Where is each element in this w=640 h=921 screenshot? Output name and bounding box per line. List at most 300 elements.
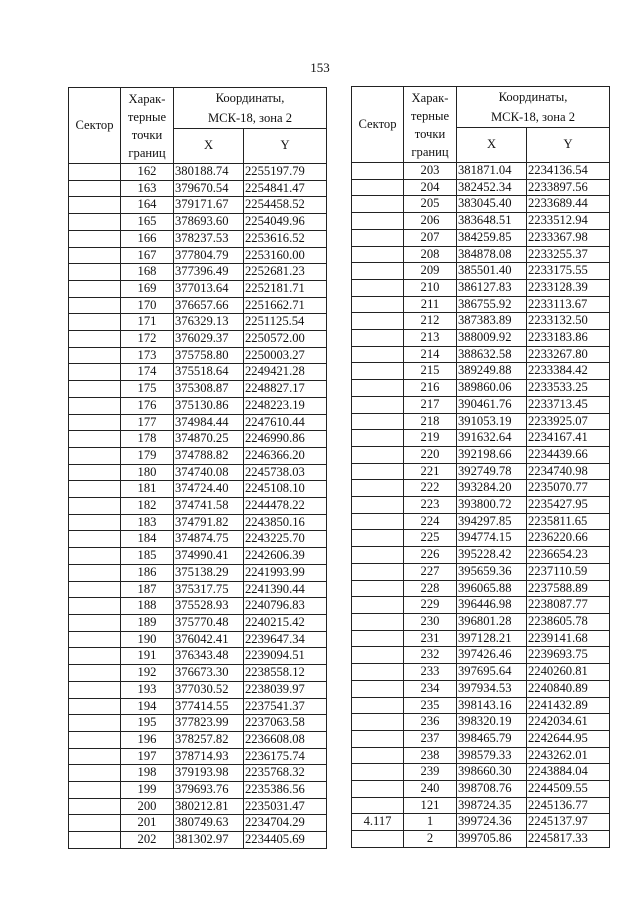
y-cell: 2234704.29 [244,815,327,832]
table-row [352,814,610,831]
y-cell: 2242606.39 [244,548,327,565]
sector-cell [352,346,404,363]
sector-cell [69,748,121,765]
x-cell: 387383.89 [457,313,527,330]
x-cell: 375518.64 [174,364,244,381]
x-cell: 376029.37 [174,331,244,348]
x-cell: 397934.53 [457,680,527,697]
table-row [352,730,610,747]
sector-cell [69,447,121,464]
point-cell: 186 [121,564,174,581]
table-row [69,514,327,531]
y-cell: 2253616.52 [244,230,327,247]
sector-cell [352,380,404,397]
y-cell: 2252681.23 [244,264,327,281]
point-cell: 163 [121,180,174,197]
point-cell: 215 [404,363,457,380]
point-cell: 172 [121,331,174,348]
table-row [69,280,327,297]
sector-cell [69,498,121,515]
x-cell: 398660.30 [457,764,527,781]
table-row [352,563,610,580]
table-row [69,631,327,648]
table-row [69,481,327,498]
table-row [69,715,327,732]
y-cell: 2233255.37 [527,246,610,263]
point-cell: 239 [404,764,457,781]
sector-cell [69,548,121,565]
x-cell: 374788.82 [174,447,244,464]
y-cell: 2233183.86 [527,330,610,347]
characteristic-points-header [121,88,174,164]
table-row [69,498,327,515]
sector-cell [352,430,404,447]
x-cell: 374990.41 [174,548,244,565]
header-line: границ [128,146,166,160]
table-row [69,164,327,181]
x-cell: 377396.49 [174,264,244,281]
x-cell: 374740.08 [174,464,244,481]
y-cell: 2236220.66 [527,530,610,547]
x-cell: 377823.99 [174,715,244,732]
x-cell: 379171.67 [174,197,244,214]
x-cell: 376673.30 [174,665,244,682]
sector-cell [69,247,121,264]
y-cell: 2235386.56 [244,782,327,799]
point-cell: 193 [121,681,174,698]
sector-cell [352,831,404,848]
x-cell: 379693.76 [174,782,244,799]
y-cell: 2234136.54 [527,163,610,180]
table-row [352,213,610,230]
point-cell: 164 [121,197,174,214]
y-cell: 2233689.44 [527,196,610,213]
header-line: терные [410,109,450,123]
sector-cell [69,514,121,531]
point-cell: 214 [404,346,457,363]
y-cell: 2234740.98 [527,463,610,480]
header-line: МСК-18, зона 2 [490,110,576,124]
sector-cell [69,765,121,782]
table-row [69,564,327,581]
x-cell: 392198.66 [457,446,527,463]
point-cell: 194 [121,698,174,715]
table-row [352,279,610,296]
table-row [69,431,327,448]
x-cell: 384878.08 [457,246,527,263]
sector-cell [352,680,404,697]
table-row [352,196,610,213]
y-cell: 2233384.42 [527,363,610,380]
x-cell: 383648.51 [457,213,527,230]
x-cell: 389860.06 [457,380,527,397]
table-row [352,613,610,630]
x-cell: 374791.82 [174,514,244,531]
y-cell: 2233267.80 [527,346,610,363]
x-cell: 374984.44 [174,414,244,431]
sector-cell [352,413,404,430]
x-cell: 376329.13 [174,314,244,331]
x-cell: 398143.16 [457,697,527,714]
point-cell: 205 [404,196,457,213]
sector-cell [69,180,121,197]
x-cell: 397128.21 [457,630,527,647]
point-cell: 200 [121,798,174,815]
point-cell: 168 [121,264,174,281]
y-cell: 2238605.78 [527,613,610,630]
point-cell: 189 [121,614,174,631]
point-cell: 121 [404,797,457,814]
sector-cell [69,347,121,364]
table-row [352,697,610,714]
y-cell: 2233713.45 [527,396,610,413]
table-row [352,446,610,463]
point-cell: 175 [121,381,174,398]
table-row [352,179,610,196]
sector-cell [69,414,121,431]
point-cell: 199 [121,782,174,799]
y-cell: 2235427.95 [527,497,610,514]
sector-cell [352,530,404,547]
y-cell: 2251662.71 [244,297,327,314]
x-cell: 375130.86 [174,397,244,414]
x-cell: 377414.55 [174,698,244,715]
table-row [69,614,327,631]
y-cell: 2233175.55 [527,263,610,280]
table-row [352,313,610,330]
x-cell: 378257.82 [174,731,244,748]
y-cell: 2240260.81 [527,664,610,681]
x-cell: 383045.40 [457,196,527,213]
y-cell: 2247610.44 [244,414,327,431]
point-cell: 225 [404,530,457,547]
sector-cell [352,313,404,330]
y-cell: 2234405.69 [244,832,327,849]
y-cell: 2233533.25 [527,380,610,397]
header-line: точки [414,127,446,141]
point-cell: 165 [121,214,174,231]
table-row [352,530,610,547]
table-row [69,381,327,398]
y-cell: 2243884.04 [527,764,610,781]
point-cell: 238 [404,747,457,764]
x-cell: 398579.33 [457,747,527,764]
sector-cell [69,681,121,698]
sector-cell [352,179,404,196]
sector-cell [69,280,121,297]
table-row [69,698,327,715]
point-cell: 177 [121,414,174,431]
y-cell: 2237110.59 [527,563,610,580]
point-cell: 226 [404,547,457,564]
x-cell: 381871.04 [457,163,527,180]
x-cell: 392749.78 [457,463,527,480]
point-cell: 166 [121,230,174,247]
sector-cell [352,396,404,413]
y-cell: 2252181.71 [244,280,327,297]
table-row [352,513,610,530]
x-cell: 378237.53 [174,230,244,247]
table-header [352,87,610,163]
sector-cell [352,714,404,731]
point-cell: 196 [121,731,174,748]
x-cell: 380188.74 [174,164,244,181]
point-cell: 222 [404,480,457,497]
coordinates-header [457,87,610,128]
sector-cell [352,246,404,263]
point-cell: 231 [404,630,457,647]
y-cell: 2233897.56 [527,179,610,196]
table-row [352,831,610,848]
point-cell: 212 [404,313,457,330]
point-cell: 1 [404,814,457,831]
table-row [69,297,327,314]
x-cell: 398320.19 [457,714,527,731]
y-cell: 2235811.65 [527,513,610,530]
point-cell: 208 [404,246,457,263]
table-row [352,296,610,313]
sector-cell [352,563,404,580]
sector-cell [69,197,121,214]
sector-cell [352,279,404,296]
y-cell: 2245738.03 [244,464,327,481]
sector-header: Сектор [352,87,404,163]
sector-header: Сектор [69,88,121,164]
x-cell: 399705.86 [457,831,527,848]
y-cell: 2239094.51 [244,648,327,665]
sector-cell [352,647,404,664]
y-cell: 2233132.50 [527,313,610,330]
point-cell: 227 [404,563,457,580]
page-number: 153 [310,60,330,75]
x-cell: 398708.76 [457,781,527,798]
table-row [352,747,610,764]
y-cell: 2233367.98 [527,229,610,246]
point-cell: 240 [404,781,457,798]
y-cell: 2246366.20 [244,447,327,464]
x-header: X [174,129,244,164]
table-row [352,597,610,614]
point-cell: 176 [121,397,174,414]
point-cell: 203 [404,163,457,180]
table-row [352,163,610,180]
sector-cell [69,782,121,799]
sector-cell [69,164,121,181]
y-cell: 2250003.27 [244,347,327,364]
point-cell: 180 [121,464,174,481]
sector-cell [69,264,121,281]
table-row [69,748,327,765]
sector-cell [69,230,121,247]
point-cell: 216 [404,380,457,397]
table-row [352,330,610,347]
header-line: терные [127,110,167,124]
sector-cell [69,648,121,665]
sector-cell [69,314,121,331]
point-cell: 210 [404,279,457,296]
x-header: X [457,128,527,163]
point-cell: 197 [121,748,174,765]
y-cell: 2255197.79 [244,164,327,181]
y-cell: 2233512.94 [527,213,610,230]
sector-cell [69,297,121,314]
table-row [69,414,327,431]
sector-cell [69,715,121,732]
table-row [352,263,610,280]
table-row [352,430,610,447]
point-cell: 211 [404,296,457,313]
coordinates-table-left [68,87,327,849]
table-row [352,714,610,731]
x-cell: 393284.20 [457,480,527,497]
table-row [69,782,327,799]
sector-cell [69,731,121,748]
y-cell: 2251125.54 [244,314,327,331]
x-cell: 377804.79 [174,247,244,264]
y-cell: 2243225.70 [244,531,327,548]
point-cell: 213 [404,330,457,347]
table-row [69,832,327,849]
x-cell: 380212.81 [174,798,244,815]
point-cell: 188 [121,598,174,615]
y-cell: 2242034.61 [527,714,610,731]
x-cell: 393800.72 [457,497,527,514]
table-row [69,581,327,598]
point-cell: 162 [121,164,174,181]
x-cell: 395659.36 [457,563,527,580]
table-row [69,815,327,832]
table-row [352,363,610,380]
sector-cell [352,330,404,347]
x-cell: 378693.60 [174,214,244,231]
x-cell: 375758.80 [174,347,244,364]
y-cell: 2248223.19 [244,397,327,414]
y-cell: 2242644.95 [527,730,610,747]
characteristic-points-header [404,87,457,163]
x-cell: 389249.88 [457,363,527,380]
x-cell: 396801.28 [457,613,527,630]
table-row [69,681,327,698]
point-cell: 184 [121,531,174,548]
y-cell: 2250572.00 [244,331,327,348]
x-cell: 380749.63 [174,815,244,832]
x-cell: 375317.75 [174,581,244,598]
table-row [69,314,327,331]
point-cell: 195 [121,715,174,732]
table-row [352,680,610,697]
sector-cell [69,214,121,231]
point-cell: 169 [121,280,174,297]
table-row [69,665,327,682]
point-cell: 2 [404,831,457,848]
table-row [352,480,610,497]
x-cell: 374741.58 [174,498,244,515]
header-line: Харак- [411,91,449,105]
table-row [69,598,327,615]
point-cell: 228 [404,580,457,597]
point-cell: 218 [404,413,457,430]
table-body [352,163,610,848]
sector-cell [352,613,404,630]
point-cell: 236 [404,714,457,731]
y-cell: 2254841.47 [244,180,327,197]
y-cell: 2244478.22 [244,498,327,515]
x-cell: 382452.34 [457,179,527,196]
point-cell: 174 [121,364,174,381]
header-line: Координаты, [498,90,568,104]
sector-cell [352,747,404,764]
sector-cell [352,446,404,463]
sector-cell [352,547,404,564]
point-cell: 173 [121,347,174,364]
y-cell: 2245108.10 [244,481,327,498]
sector-cell [352,697,404,714]
y-cell: 2240796.83 [244,598,327,615]
sector-cell [352,296,404,313]
x-cell: 391053.19 [457,413,527,430]
point-cell: 198 [121,765,174,782]
sector-cell [352,664,404,681]
table-row [352,647,610,664]
sector-cell [352,781,404,798]
y-cell: 2245817.33 [527,831,610,848]
x-cell: 388009.92 [457,330,527,347]
y-cell: 2243262.01 [527,747,610,764]
x-cell: 375308.87 [174,381,244,398]
table-row [69,531,327,548]
table-row [69,214,327,231]
table-row [352,346,610,363]
header-line: Координаты, [215,91,285,105]
table-row [352,396,610,413]
sector-cell [352,363,404,380]
y-cell: 2240840.89 [527,680,610,697]
point-cell: 201 [121,815,174,832]
header-line: МСК-18, зона 2 [207,111,293,125]
point-cell: 233 [404,664,457,681]
point-cell: 232 [404,647,457,664]
table-row [69,180,327,197]
sector-cell [69,397,121,414]
sector-cell [69,531,121,548]
point-cell: 207 [404,229,457,246]
table-row [352,380,610,397]
y-cell: 2237063.58 [244,715,327,732]
sector-cell [352,213,404,230]
y-cell: 2236175.74 [244,748,327,765]
point-cell: 220 [404,446,457,463]
sector-cell [69,431,121,448]
y-cell: 2245136.77 [527,797,610,814]
sector-cell [69,364,121,381]
x-cell: 375138.29 [174,564,244,581]
sector-cell [352,730,404,747]
x-cell: 394297.85 [457,513,527,530]
table-row [352,580,610,597]
sector-cell [352,580,404,597]
sector-cell [69,598,121,615]
point-cell: 223 [404,497,457,514]
x-cell: 390461.76 [457,396,527,413]
x-cell: 379670.54 [174,180,244,197]
table-row [352,630,610,647]
sector-cell [69,665,121,682]
y-cell: 2239693.75 [527,647,610,664]
table-row [69,364,327,381]
y-cell: 2239141.68 [527,630,610,647]
header-line: границ [411,145,449,159]
point-cell: 167 [121,247,174,264]
